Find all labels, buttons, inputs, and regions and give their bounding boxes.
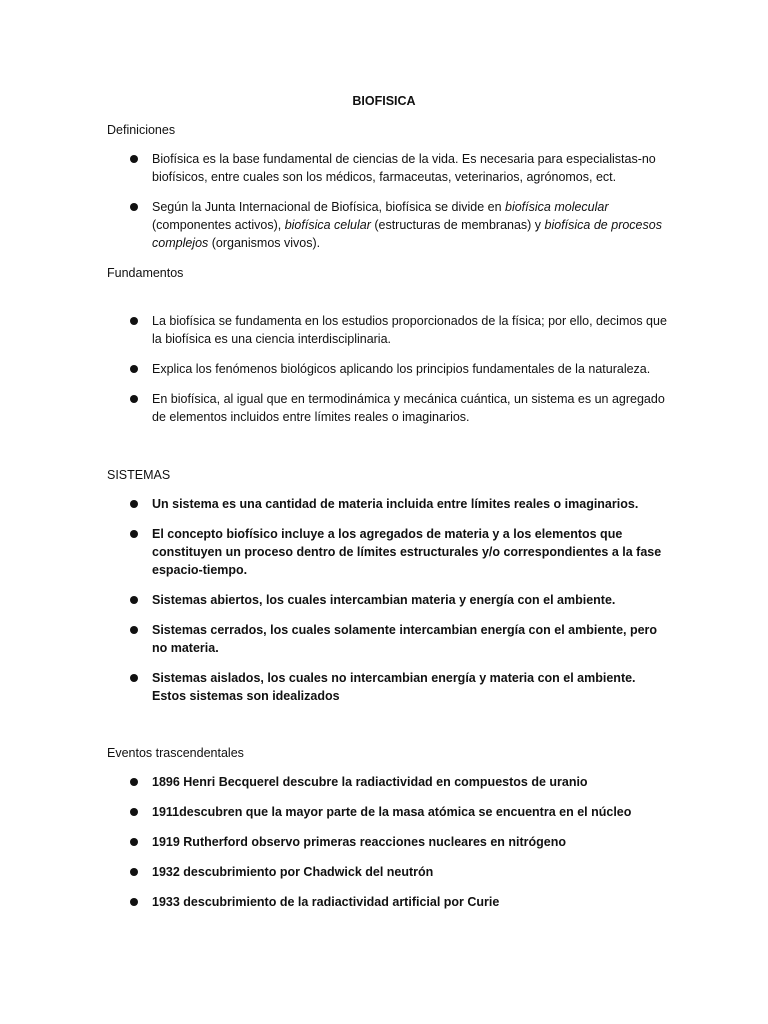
- list-item-text: 1933 descubrimiento de la radiactividad artificial por Curie: [152, 895, 500, 909]
- bullet-icon: [130, 395, 138, 403]
- list-item: [130, 621, 670, 657]
- section-heading-eventos: Eventos trascendentales: [107, 746, 244, 760]
- list-item: [130, 773, 670, 791]
- list-item: [130, 198, 670, 252]
- text-run: (estructuras de membranas) y: [370, 218, 545, 232]
- list-item-text: 1911descubren que la mayor parte de la masa atómica se encuentra en el núcleo: [152, 805, 632, 819]
- text-run: (componentes activos),: [152, 218, 285, 232]
- bullet-icon: [130, 500, 138, 508]
- bullet-icon: [130, 898, 138, 906]
- list-item-text: Sistemas aislados, los cuales no intercambian energía y materia con el ambiente. Estos sistemas son idealizados: [152, 671, 636, 703]
- list-item: [130, 360, 670, 378]
- list-item: [130, 495, 670, 513]
- bullet-icon: [130, 838, 138, 846]
- bullet-icon: [130, 530, 138, 538]
- list-item-text: En biofísica, al igual que en termodinámica y mecánica cuántica, un sistema es un agregado de elementos incluidos entre límites reales o imaginarios.: [152, 392, 665, 424]
- text-run: Según la Junta Internacional de Biofísica, biofísica se divide en: [152, 200, 505, 214]
- list-item: [130, 390, 670, 426]
- list-item: [130, 669, 670, 705]
- list-item: [130, 150, 670, 186]
- bullet-icon: [130, 674, 138, 682]
- list-item-text: Biofísica es la base fundamental de ciencias de la vida. Es necesaria para especialistas-no biofísicos, entre cuales son los médicos, farmaceutas, veterinarios, agrónomos, ect.: [152, 152, 656, 184]
- bullet-icon: [130, 317, 138, 325]
- list-item-text: El concepto biofísico incluye a los agregados de materia y a los elementos que constituyen un proceso dentro de límites estructurales y/o correspondientes a la fase espacio-tiempo.: [152, 527, 662, 577]
- list-item: [130, 893, 670, 911]
- list-item-text: Un sistema es una cantidad de materia incluida entre límites reales o imaginarios.: [152, 497, 639, 511]
- bullet-icon: [130, 596, 138, 604]
- definiciones-list: [130, 150, 670, 252]
- list-item: [130, 833, 670, 851]
- list-item-text: [152, 198, 670, 252]
- bullet-icon: [130, 203, 138, 211]
- list-item-text: La biofísica se fundamenta en los estudios proporcionados de la física; por ello, decimos que la biofísica es una ciencia interdisciplinaria.: [152, 314, 667, 346]
- bullet-icon: [130, 365, 138, 373]
- list-item: [130, 803, 670, 821]
- list-item-text: Sistemas abiertos, los cuales intercambian materia y energía con el ambiente.: [152, 593, 616, 607]
- eventos-list: [130, 773, 670, 911]
- bullet-icon: [130, 155, 138, 163]
- list-item: [130, 525, 670, 579]
- bullet-icon: [130, 868, 138, 876]
- list-item-text: Sistemas cerrados, los cuales solamente intercambian energía con el ambiente, pero no materia.: [152, 623, 658, 655]
- text-run-italic: biofísica molecular: [505, 200, 609, 214]
- bullet-icon: [130, 626, 138, 634]
- section-heading-definiciones: Definiciones: [107, 123, 176, 137]
- list-item-text: Explica los fenómenos biológicos aplicando los principios fundamentales de la naturaleza.: [152, 362, 651, 376]
- text-run-italic: biofísica de procesos complejos: [152, 218, 662, 250]
- list-item: [130, 863, 670, 881]
- list-item-text: 1896 Henri Becquerel descubre la radiactividad en compuestos de uranio: [152, 775, 588, 789]
- fundamentos-list: [130, 312, 670, 426]
- section-heading-fundamentos: Fundamentos: [107, 266, 184, 280]
- text-run-italic: biofísica celular: [284, 218, 371, 232]
- section-heading-sistemas: SISTEMAS: [107, 468, 171, 482]
- bullet-icon: [130, 808, 138, 816]
- list-item: [130, 591, 670, 609]
- sistemas-list: [130, 495, 670, 705]
- bullet-icon: [130, 778, 138, 786]
- list-item-text: 1932 descubrimiento por Chadwick del neutrón: [152, 865, 434, 879]
- list-item-text: 1919 Rutherford observo primeras reacciones nucleares en nitrógeno: [152, 835, 567, 849]
- page-title: BIOFISICA: [352, 94, 416, 108]
- list-item: [130, 312, 670, 348]
- text-run: (organismos vivos).: [208, 236, 321, 250]
